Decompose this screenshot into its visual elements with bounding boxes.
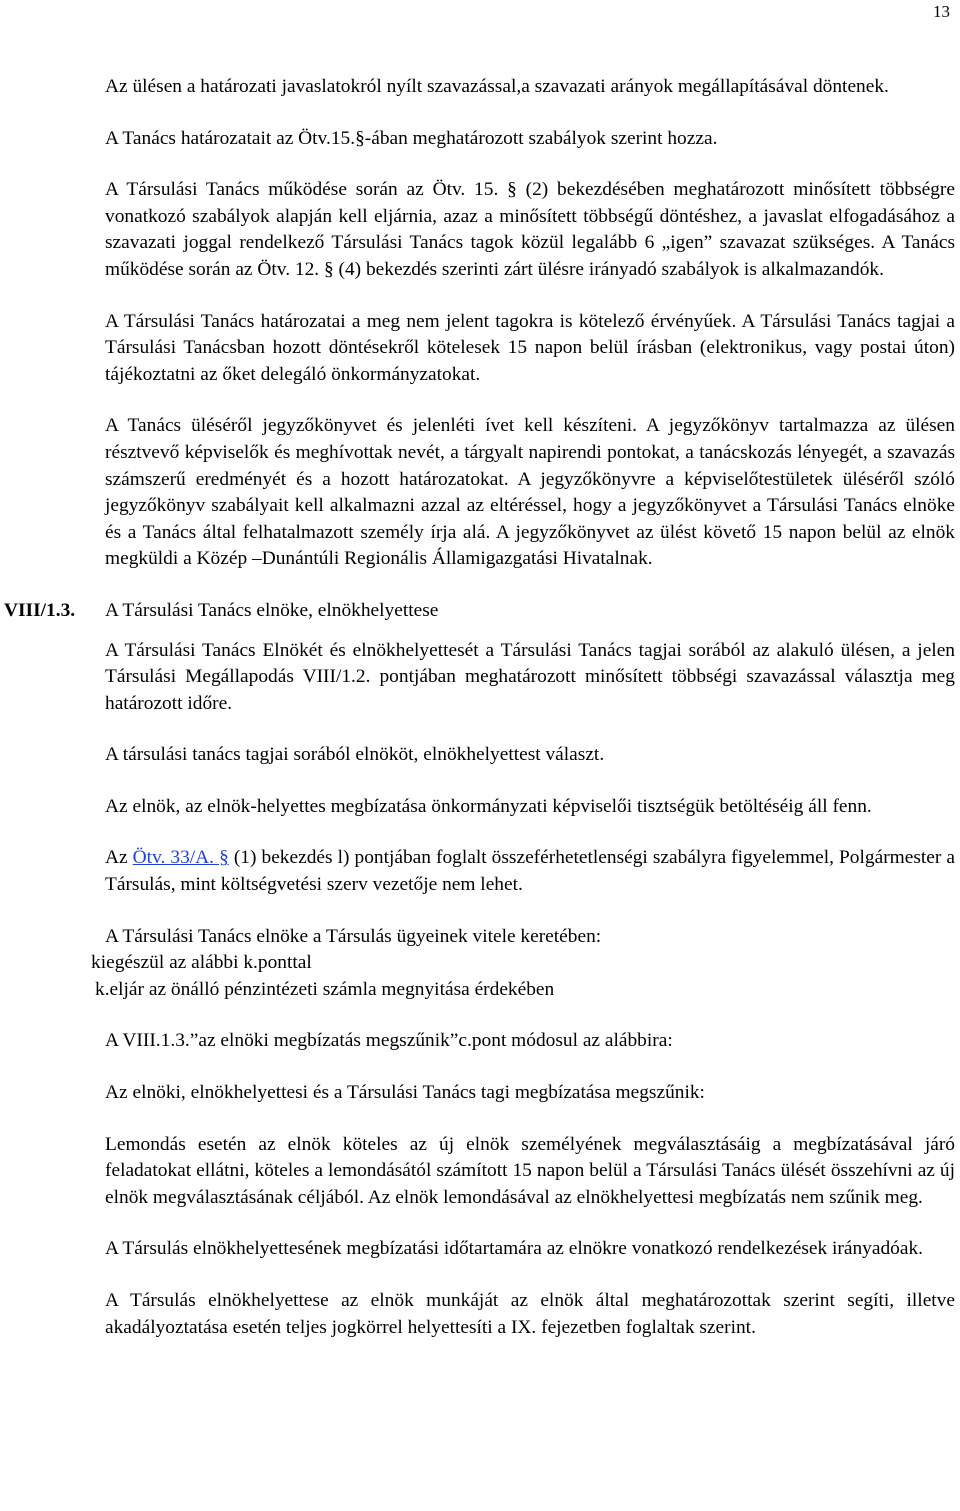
paragraph-members-elect: A társulási tanács tagjai sorából elnököt, elnökhelyettest választ. [105,744,605,766]
incompatibility-text-start: Az [105,847,133,869]
otv-reference-link[interactable]: Ötv. 33/A. § [132,847,229,869]
page-number: 13 [933,2,950,21]
paragraph-bank-account: k.eljár az önálló pénzintézeti számla megnyitása érdekében [95,978,555,1000]
paragraph-deputy-term: A Társulás elnökhelyettesének megbízatási időtartamára az elnökre vonatkozó rendelkezések irányadóak. [105,1238,924,1260]
paragraph-supplement: kiegészül az alábbi k.ponttal [91,952,312,974]
paragraph-deputy-role: A Társulás elnökhelyettese az elnök munkáját az elnök által meghatározottak szerint segíti, illetve akadályoztatása esetén teljes jogkörrel helyettesíti a IX. fejezetben foglaltak szerint. [105,1290,955,1338]
section-title: A Társulási Tanács elnöke, elnökhelyettese [105,599,439,621]
section-heading [4,598,955,625]
paragraph-amendment: A VIII.1.3.”az elnöki megbízatás megszűnik”c.pont módosul az alábbira: [105,1030,673,1052]
paragraph-termination: Az elnöki, elnökhelyettesi és a Társulási Tanács tagi megbízatása megszűnik: [105,1082,705,1104]
paragraph-qualified-majority: A Társulási Tanács működése során az Ötv. 15. § (2) bekezdésében meghatározott minősített többségre vonatkozó szabályok alapján kell eljárnia, azaz a minősített többségű döntéshez, a javaslat elfogadásához a szavazati joggal rendelkező Társulási Tanács tagok közül legalább 6 „igen” szavazat szükséges. A Tanács működése során az Ötv. 12. § (4) bekezdés szerinti zárt ülésre irányadó szabályok is alkalmazandók. [105,179,955,280]
paragraph-binding-resolutions: A Társulási Tanács határozatai a meg nem jelent tagokra is kötelező érvényűek. A Társulási Tanács tagjai a Társulási Tanácsban hozott döntésekről kötelesek 15 napon belül írásban (elektronikus, vagy postai úton) tájékoztatni az őket delegáló önkormányzatokat. [105,310,955,385]
paragraph-mandate-duration: Az elnök, az elnök-helyettes megbízatása önkormányzati képviselői tisztségük betöltéséig áll fenn. [105,795,872,817]
paragraph-president-duties: A Társulási Tanács elnöke a Társulás ügyeinek vitele keretében: [105,925,602,947]
paragraph-voting: Az ülésen a határozati javaslatokról nyílt szavazással,a szavazati arányok megállapításával döntenek. [105,76,889,97]
section-number: VIII/1.3. [4,599,76,621]
paragraph-election: A Társulási Tanács Elnökét és elnökhelyettesét a Társulási Tanács tagjai sorából az alakuló ülésen, a jelen Társulási Megállapodás VIII/1.2. pontjában meghatározott minősített többségi szavazással választja meg határozott időre. [105,639,955,714]
paragraph-incompatibility [105,845,955,898]
paragraph-decisions: A Tanács határozatait az Ötv.15.§-ában meghatározott szabályok szerint hozza. [105,127,718,149]
paragraph-minutes: A Tanács üléséről jegyzőkönyvet és jelenléti ívet kell készíteni. A jegyzőkönyv tartalmazza az ülésen résztvevő képviselők és meghívottak nevét, a tárgyalt napirendi pontokat, a tanácskozás lényegét, a szavazás számszerű eredményét és a hozott határozatokat. A jegyzőkönyvre a képviselőtestületek üléséről szóló jegyzőkönyv szabályait kell alkalmazni azzal az eltéréssel, hogy a jegyzőkönyvet a Társulási Tanács elnöke és a Tanács által felhatalmazott személy írja alá. A jegyzőkönyvet az ülést követő 15 napon belül az elnök megküldi a Közép –Dunántúli Regionális Államigazgatási Hivatalnak. [105,415,955,570]
paragraph-resignation: Lemondás esetén az elnök köteles az új elnök személyének megválasztásáig a megbízatásával járó feladatokat ellátni, köteles a lemondásától számított 15 napon belül a Társulási Tanács ülését összehívni az új elnök megválasztásának céljából. Az elnök lemondásával az elnökhelyettesi megbízatás nem szűnik meg. [105,1133,955,1208]
incompatibility-text-end: (1) bekezdés l) pontjában foglalt összeférhetetlenségi szabályra figyelemmel, Polgármester a Társulás, mint költségvetési szerv vezetője nem lehet. [105,847,955,896]
document-body [4,74,955,1366]
